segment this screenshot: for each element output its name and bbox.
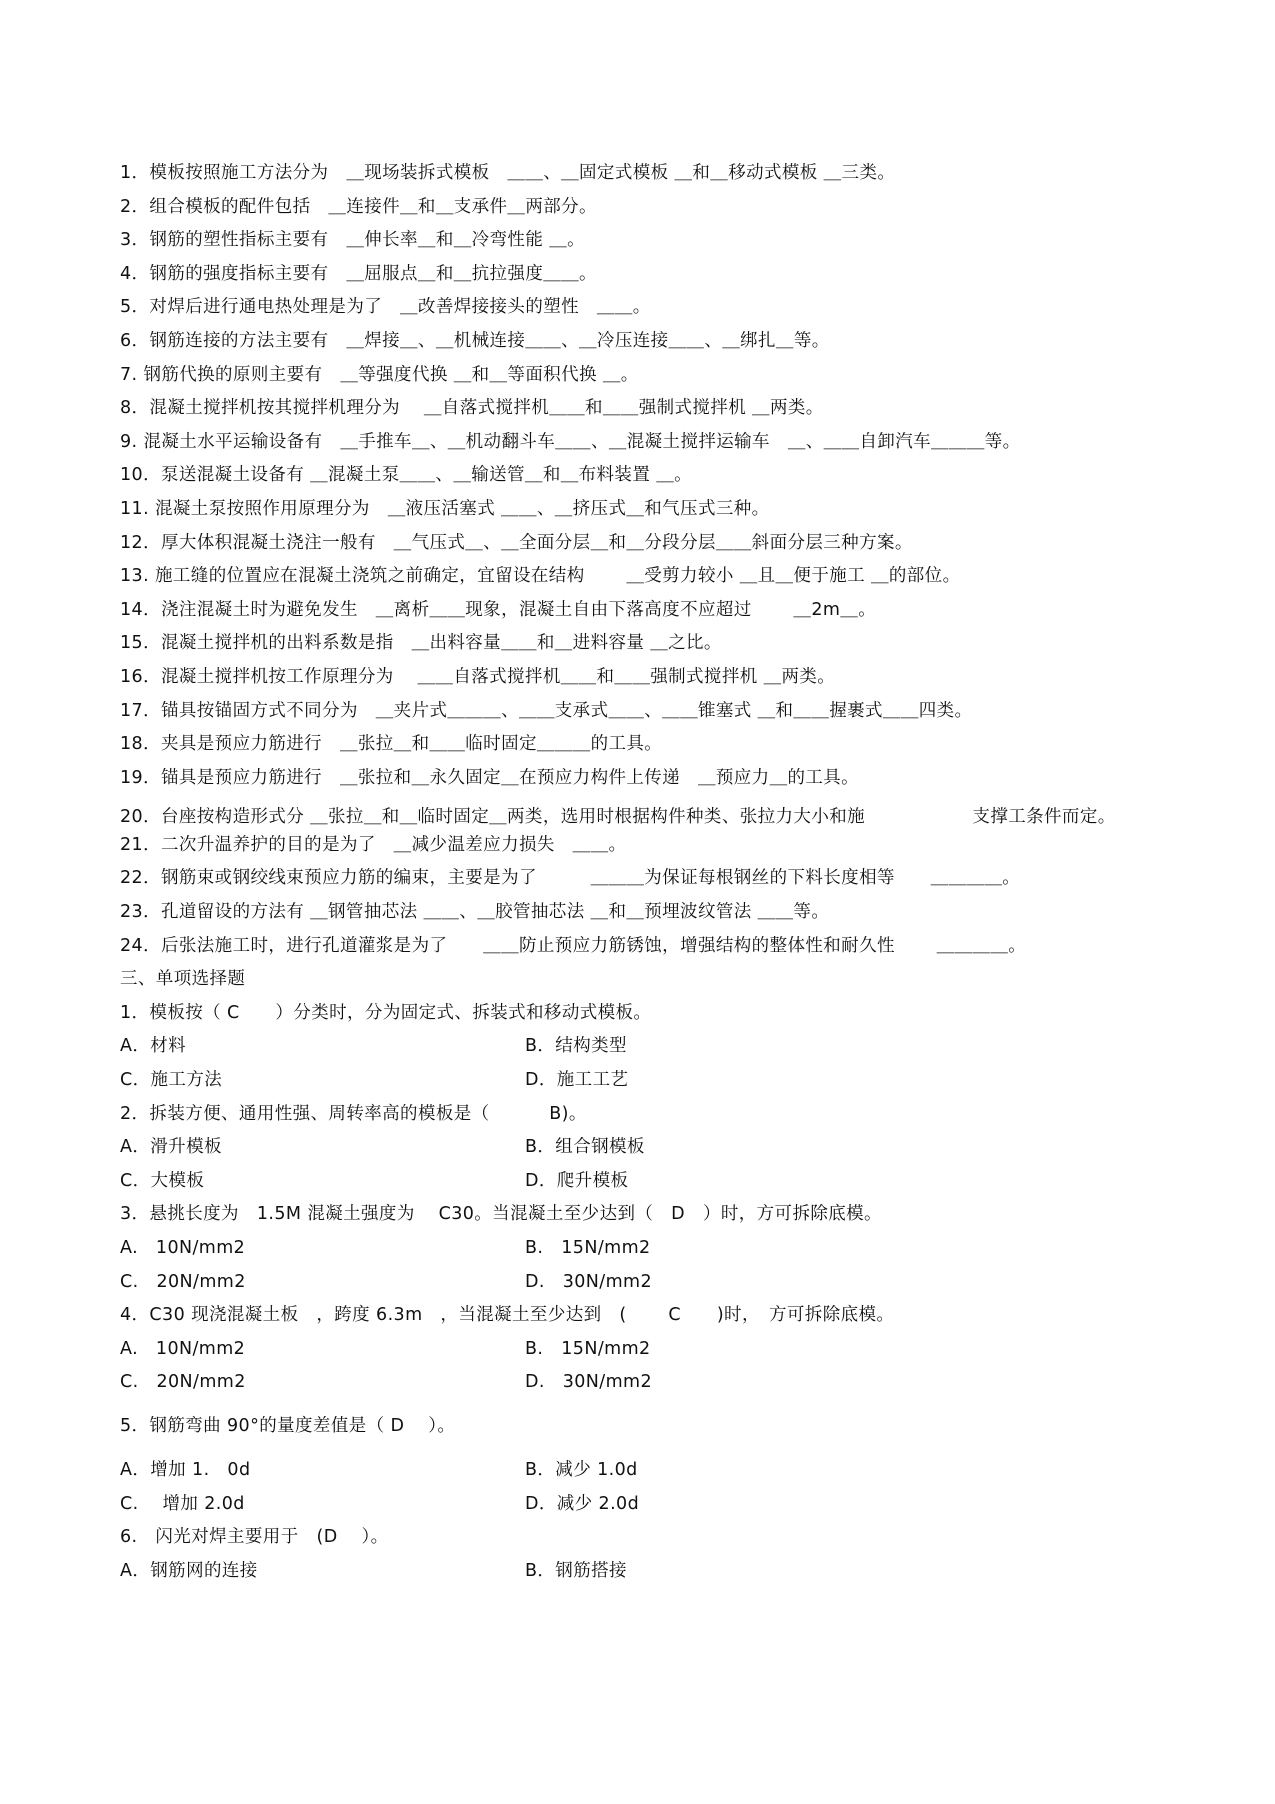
option-c: C. 20N/mm2 — [120, 1372, 246, 1393]
question-8: 8．混凝土搅拌机按其搅拌机理分为 ＿自落式搅拌机＿＿和＿＿强制式搅拌机 ＿两类。 — [120, 398, 824, 419]
mc-question-1: 1．模板按（ C ）分类时，分为固定式、拆装式和移动式模板。 — [120, 1002, 652, 1023]
question-22: 22．钢筋束或钢绞线束预应力筋的编束，主要是为了 ＿＿＿为保证每根钢丝的下料长度相等 ＿＿＿＿。 — [120, 868, 1021, 889]
mc-options-row — [120, 1036, 1160, 1070]
question-21: 21．二次升温养护的目的是为了 ＿减少温差应力损失 ＿＿。 — [120, 834, 627, 855]
option-d: D. 30N/mm2 — [525, 1271, 653, 1292]
mc-question-6: 6. 闪光对焊主要用于 (D ）。 — [120, 1527, 389, 1548]
multiple-choice-section — [120, 1003, 1160, 1595]
question-20: 20．台座按构造形式分 ＿张拉＿和＿临时固定＿两类，选用时根据构件种类、张拉力大小和施 支撑工条件而定。 — [120, 807, 1116, 828]
question-12: 12．厚大体积混凝土浇注一般有 ＿气压式＿、＿全面分层＿和＿分段分层＿＿斜面分层三种方案。 — [120, 532, 913, 553]
option-a: A．材料 — [120, 1036, 187, 1057]
question-11: 11. 混凝土泵按照作用原理分为 ＿液压活塞式 ＿＿、＿挤压式＿和气压式三种。 — [120, 498, 770, 519]
mc-options-row — [120, 1137, 1160, 1171]
question-2: 2．组合模板的配件包括 ＿连接件＿和＿支承件＿两部分。 — [120, 196, 597, 217]
question-23: 23．孔道留设的方法有 ＿钢管抽芯法 ＿＿、＿胶管抽芯法 ＿和＿预埋波纹管法 ＿＿等。 — [120, 902, 830, 923]
question-4: 4．钢筋的强度指标主要有 ＿屈服点＿和＿抗拉强度＿＿。 — [120, 263, 597, 284]
mc-options-row — [120, 1070, 1160, 1104]
option-b: B．结构类型 — [525, 1036, 627, 1057]
option-d: D．减少 2.0d — [525, 1493, 640, 1514]
option-c: C．大模板 — [120, 1170, 205, 1191]
question-19: 19．锚具是预应力筋进行 ＿张拉和＿永久固定＿在预应力构件上传递 ＿预应力＿的工具。 — [120, 767, 860, 788]
option-b: B．钢筋搭接 — [525, 1560, 627, 1581]
question-17: 17．锚具按锚固方式不同分为 ＿夹片式＿＿＿、＿＿支承式＿＿、＿＿锥塞式 ＿和＿＿握裹式＿＿四类。 — [120, 700, 973, 721]
option-b: B．组合钢模板 — [525, 1137, 645, 1158]
option-b: B．减少 1.0d — [525, 1459, 638, 1480]
question-10: 10．泵送混凝土设备有 ＿混凝土泵＿＿、＿输送管＿和＿布料装置 ＿。 — [120, 465, 692, 486]
question-16: 16．混凝土搅拌机按工作原理分为 ＿＿自落式搅拌机＿＿和＿＿强制式搅拌机 ＿两类。 — [120, 666, 836, 687]
option-c: C．施工方法 — [120, 1070, 223, 1091]
mc-options-row — [120, 1339, 1160, 1373]
option-c: C. 20N/mm2 — [120, 1271, 246, 1292]
option-a: A．滑升模板 — [120, 1137, 222, 1158]
option-b: B. 15N/mm2 — [525, 1338, 651, 1359]
mc-options-row — [120, 1460, 1160, 1494]
question-1: 1．模板按照施工方法分为 ＿现场装拆式模板 ＿＿、＿固定式模板 ＿和＿移动式模板 ＿三类。 — [120, 163, 896, 183]
mc-question-3: 3．悬挑长度为 1.5M 混凝土强度为 C30。当混凝土至少达到（ D ）时，方可拆除底模。 — [120, 1204, 882, 1225]
option-a: A．增加 1. 0d — [120, 1459, 251, 1480]
question-9: 9. 混凝土水平运输设备有 ＿手推车＿、＿机动翻斗车＿＿、＿混凝土搅拌运输车 ＿、＿＿自卸汽车＿＿＿等。 — [120, 431, 1021, 452]
mc-options-row — [120, 1171, 1160, 1205]
option-d: D．施工工艺 — [525, 1070, 629, 1091]
question-13: 13. 施工缝的位置应在混凝土浇筑之前确定，宜留设在结构 ＿受剪力较小 ＿且＿便于施工 ＿的部位。 — [120, 566, 961, 587]
mc-options-row — [120, 1494, 1160, 1528]
option-a: A. 10N/mm2 — [120, 1238, 246, 1258]
section-title: 三、单项选择题 — [120, 969, 246, 990]
question-5: 5．对焊后进行通电热处理是为了 ＿改善焊接接头的塑性 ＿＿。 — [120, 297, 651, 318]
mc-question-2: 2．拆装方便、通用性强、周转率高的模板是（ B)。 — [120, 1103, 587, 1124]
fill-blank-section — [120, 163, 1160, 969]
mc-options-row — [120, 1561, 1160, 1595]
option-d: D. 30N/mm2 — [525, 1372, 653, 1393]
question-3: 3．钢筋的塑性指标主要有 ＿伸长率＿和＿冷弯性能 ＿。 — [120, 230, 585, 251]
question-14: 14．浇注混凝土时为避免发生 ＿离析＿＿现象，混凝土自由下落高度不应超过 ＿2m＿。 — [120, 599, 877, 620]
document-page — [120, 163, 1160, 1594]
mc-options-row — [120, 1272, 1160, 1306]
option-d: D．爬升模板 — [525, 1170, 629, 1191]
question-15: 15．混凝土搅拌机的出料系数是指 ＿出料容量＿＿和＿进料容量 ＿之比。 — [120, 633, 722, 654]
question-18: 18．夹具是预应力筋进行 ＿张拉＿和＿＿临时固定＿＿＿的工具。 — [120, 734, 663, 755]
question-24: 24．后张法施工时，进行孔道灌浆是为了 ＿＿防止预应力筋锈蚀，增强结构的整体性和耐久性 ＿＿＿＿。 — [120, 935, 1027, 956]
option-a: A. 10N/mm2 — [120, 1338, 246, 1359]
question-7: 7. 钢筋代换的原则主要有 ＿等强度代换 ＿和＿等面积代换 ＿。 — [120, 364, 639, 385]
mc-question-4: 4．C30 现浇混凝土板 ，跨度 6.3m ，当混凝土至少达到 ( C )时， 方可拆除底模。 — [120, 1305, 895, 1326]
option-a: A．钢筋网的连接 — [120, 1560, 258, 1581]
question-6: 6．钢筋连接的方法主要有 ＿焊接＿、＿机械连接＿＿、＿冷压连接＿＿、＿绑扎＿等。 — [120, 330, 830, 351]
mc-options-row — [120, 1372, 1160, 1406]
option-c: C. 增加 2.0d — [120, 1493, 245, 1514]
mc-question-5: 5．钢筋弯曲 90°的量度差值是（ D ）。 — [120, 1415, 456, 1436]
option-b: B. 15N/mm2 — [525, 1238, 651, 1258]
mc-options-row — [120, 1238, 1160, 1272]
